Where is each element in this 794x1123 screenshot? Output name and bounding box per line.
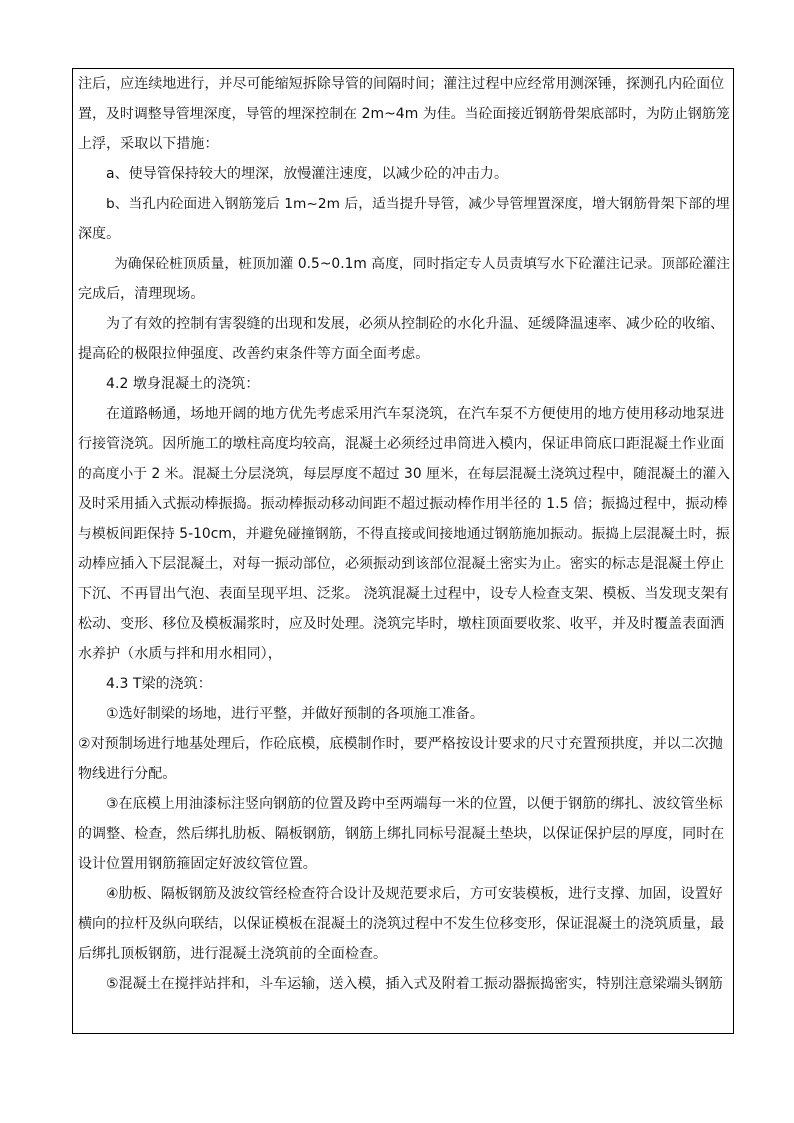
text-line: 上浮，采取以下措施： xyxy=(78,136,219,152)
text-line: 后绑扎顶板钢筋，进行混凝土浇筑前的全面检查。 xyxy=(78,946,388,962)
text-line: 物线进行分配。 xyxy=(78,766,177,782)
text-line: ①选好制梁的场地，进行平整，并做好预制的各项施工准备。 xyxy=(106,706,484,722)
text-line: 提高砼的极限拉伸强度、改善约束条件等方面全面考虑。 xyxy=(78,346,430,362)
text-line: 及时采用插入式振动棒振捣。振动棒振动移动间距不超过振动棒作用半径的 1.5 倍；振捣过程中，振动棒 xyxy=(78,496,728,512)
text-line: 置，及时调整导管埋深度，导管的埋深控制在 2m~4m 为佳。当砼面接近钢筋骨架底部时，为防止钢筋笼 xyxy=(78,106,730,122)
text-line: 在道路畅通，场地开阔的地方优先考虑采用汽车泵浇筑，在汽车泵不方便使用的地方使用移动地泵进 xyxy=(106,406,725,422)
text-line: 完成后，清理现场。 xyxy=(78,286,205,302)
text-line: 的调整、检查，然后绑扎肋板、隔板钢筋，钢筋上绑扎同标号混凝土垫块，以保证保护层的厚度，同时在 xyxy=(78,826,725,842)
text-line: 下沉、不再冒出气泡、表面呈现平坦、泛浆。 浇筑混凝土过程中，设专人检查支架、模板、当发现支架有 xyxy=(78,586,729,602)
text-line: 的高度小于 2 米。混凝土分层浇筑，每层厚度不超过 30 厘米，在每层混凝土浇筑过程中，随混凝土的灌入 xyxy=(78,466,731,482)
text-line: 4.3 T梁的浇筑： xyxy=(106,676,212,692)
text-line: 为了有效的控制有害裂缝的出现和发展，必须从控制砼的水化升温、延缓降温速率、减少砼的收缩、 xyxy=(106,316,725,332)
document-body xyxy=(78,69,730,999)
text-line: 注后，应连续地进行，并尽可能缩短拆除导管的间隔时间；灌注过程中应经常用测深锤，探测孔内砼面位 xyxy=(78,76,725,92)
text-line: 深度。 xyxy=(78,226,121,242)
text-line: ③在底模上用油漆标注竖向钢筋的位置及跨中至两端每一米的位置，以便于钢筋的绑扎、波纹管坐标 xyxy=(106,796,723,812)
text-line: ⑤混凝土在搅拌站拌和，斗车运输，送入模，插入式及附着工振动器振捣密实，特别注意梁端头钢筋 xyxy=(106,976,723,992)
text-line: 动棒应插入下层混凝土，对每一振动部位，必须振动到该部位混凝土密实为止。密实的标志是混凝土停止 xyxy=(78,556,725,572)
text-line: 设计位置用钢筋箍固定好波纹管位置。 xyxy=(78,856,317,872)
text-line: 横向的拉杆及纵向联结，以保证模板在混凝土的浇筑过程中不发生位移变形，保证混凝土的浇筑质量，最 xyxy=(78,916,725,932)
text-line: ②对预制场进行地基处理后，作砼底模，底模制作时，要严格按设计要求的尺寸充置预拱度，并以二次抛 xyxy=(78,736,723,752)
text-line: 松动、变形、移位及模板漏浆时，应及时处理。浇筑完毕时，墩柱顶面要收浆、收平，并及时覆盖表面洒 xyxy=(78,616,725,632)
text-line: 水养护（水质与拌和用水相同）， xyxy=(78,646,282,662)
text-line: 行接管浇筑。因所施工的墩柱高度均较高，混凝土必须经过串筒进入模内，保证串筒底口距混凝土作业面 xyxy=(78,436,725,452)
text-line: a、使导管保持较大的埋深，放慢灌注速度，以减少砼的冲击力。 xyxy=(106,166,509,182)
text-line: 4.2 墩身混凝土的浇筑： xyxy=(106,376,260,392)
text-line: b、当孔内砼面进入钢筋笼后 1m~2m 后，适当提升导管，减少导管埋置深度，增大钢筋骨架下部的埋 xyxy=(106,196,730,212)
text-line: ④肋板、隔板钢筋及波纹管经检查符合设计及规范要求后，方可安装模板，进行支撑、加固，设置好 xyxy=(106,886,723,902)
text-line: 与模板间距保持 5-10cm，并避免碰撞钢筋，不得直接或间接地通过钢筋施加振动。振捣上层混凝土时，振 xyxy=(78,526,730,542)
text-line: 为确保砼桩顶质量，桩顶加灌 0.5~0.1m 高度，同时指定专人员责填写水下砼灌注记录。顶部砼灌注 xyxy=(114,256,731,272)
